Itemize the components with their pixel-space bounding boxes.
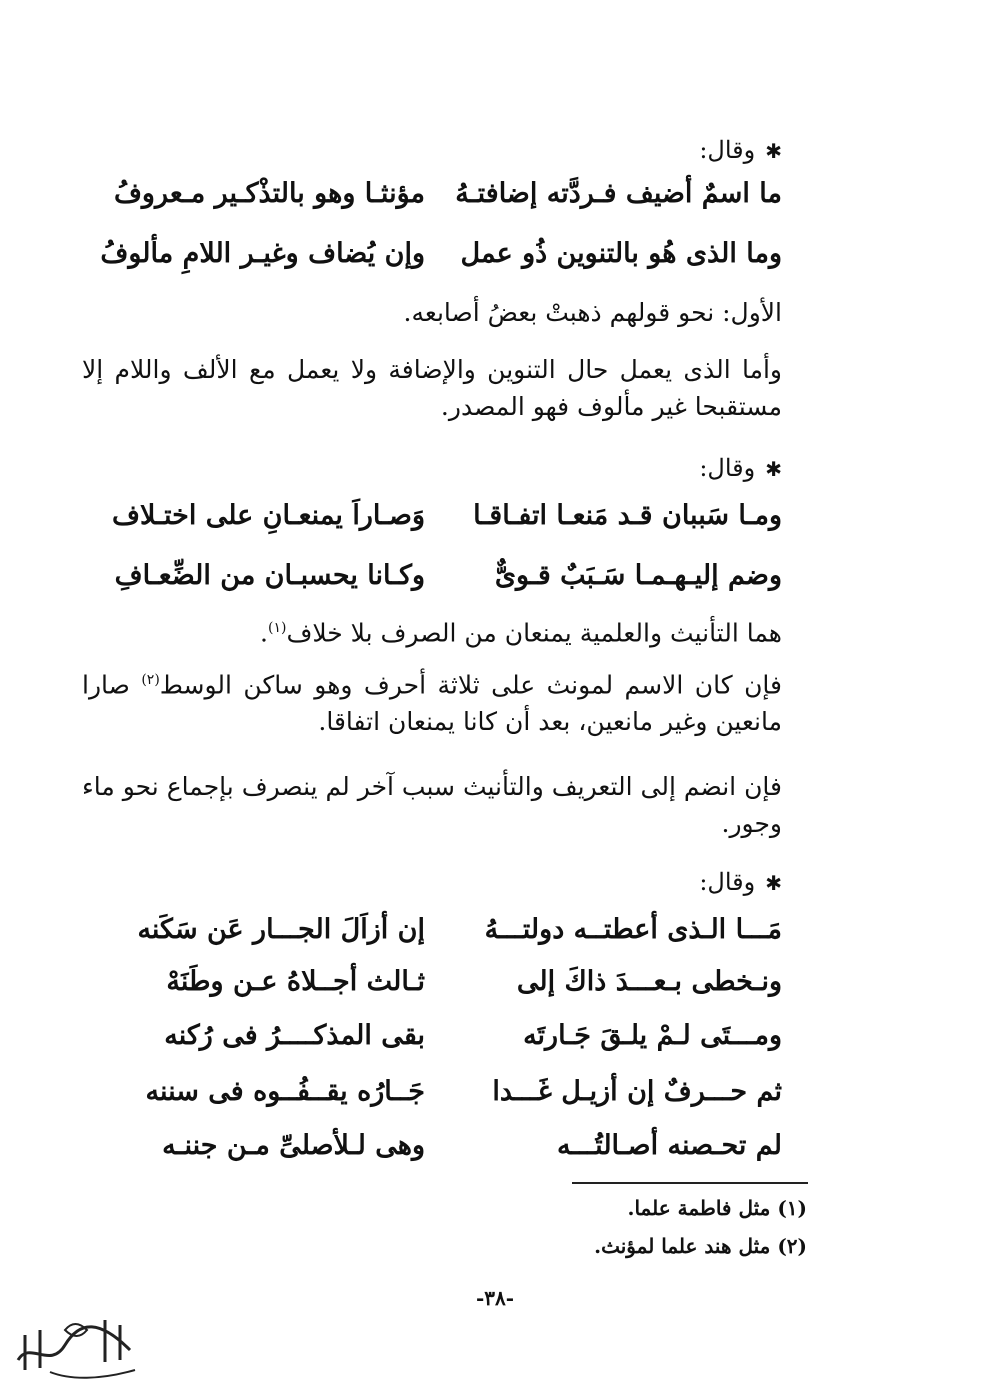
verse-hemistich: لم تحـصنه أصـالتُـــه [556, 1130, 782, 1161]
verse-hemistich: جَــارُه يقــفُــوه فى سننه [145, 1076, 425, 1107]
prose-paragraph: فإن انضم إلى التعريف والتأنيث سبب آخر لم ينصرف بإجماع نحو ماء وجور. [82, 772, 782, 838]
verse-hemistich: ونـخطى بـعـــدَ ذاكَ إلى [516, 966, 782, 997]
calligraphy-logo-icon [10, 1300, 145, 1385]
footnote-divider [572, 1182, 808, 1184]
verse-hemistich: ثـالث أجــلاهُ عـن وطَنَهْ [166, 966, 425, 997]
page-number: -٣٨- [475, 1286, 515, 1310]
verse-hemistich: ثم حـــرفٌ إن أزيـل غَـــدا [492, 1076, 782, 1107]
footnote-marker: (١) [267, 620, 287, 636]
asterisk-icon: ✱ [765, 139, 782, 163]
section-1-label: ✱وقال: [699, 136, 782, 164]
verse-hemistich: وَصـاراَ يمنعـانِ على اختـلاف [111, 500, 425, 531]
section-2-label: ✱وقال: [699, 454, 782, 482]
section-3-label: ✱وقال: [699, 868, 782, 896]
verse-hemistich: وهى لـلأصلىِّ مـن جننـه [162, 1130, 425, 1161]
verse-hemistich: مؤنثـا وهو بالتذْكـير مـعروفُ [113, 178, 425, 209]
footnote: (٢) مثل هند علما لمؤنث. [594, 1234, 807, 1258]
verse-hemistich: بقى المذكــــرُ فى رُكنه [164, 1020, 425, 1051]
prose-paragraph: الأول: نحو قولهم ذهبتْ بعضُ أصابعه. [403, 298, 782, 327]
verse-hemistich: وضم إليـهـمـا سَـبَبٌ قـوىٌّ [494, 560, 782, 591]
footnote-marker: (٢) [141, 672, 160, 688]
prose-paragraph: فإن كان الاسم لمونث على ثلاثة أحرف وهو ساكن الوسط$^{(٢)}$ صارا مانعين وغير مانعين، بعد أن كانا يمنعان اتفاقا. [82, 670, 783, 737]
verse-hemistich: ومـا سَببان قـد مَنعـا اتفـاقـا [473, 500, 782, 531]
verse-hemistich: إن أزاَلَ الجـــار عَن سَكَنه [137, 914, 425, 945]
verse-hemistich: وإن يُضاف وغيـر اللامِ مألوفُ [100, 238, 425, 269]
verse-hemistich: وكـانا يحسبـان من الضِّعـافِ [114, 560, 425, 591]
asterisk-icon: ✱ [765, 457, 782, 481]
prose-paragraph: وأما الذى يعمل حال التنوين والإضافة ولا يعمل مع الألف واللام إلا مستقبحا غير مألوف فهو المصدر. [82, 355, 782, 421]
prose-paragraph: هما التأنيث والعلمية يمنعان من الصرف بلا خلاف$^{(١)}$. [260, 618, 782, 648]
verse-hemistich: مَـــا الـذى أعطتــه دولتـــهُ [484, 914, 782, 945]
footnote: (١) مثل فاطمة علما. [627, 1196, 807, 1220]
verse-hemistich: وما الذى هُو بالتنوين ذُو عمل [460, 238, 782, 269]
verse-hemistich: ما اسمٌ أضيف فـردَّته إضافتـهُ [455, 178, 782, 209]
asterisk-icon: ✱ [765, 871, 782, 895]
verse-hemistich: ومـــتَى لـمْ يلـقَ جَـارتَه [523, 1020, 782, 1051]
